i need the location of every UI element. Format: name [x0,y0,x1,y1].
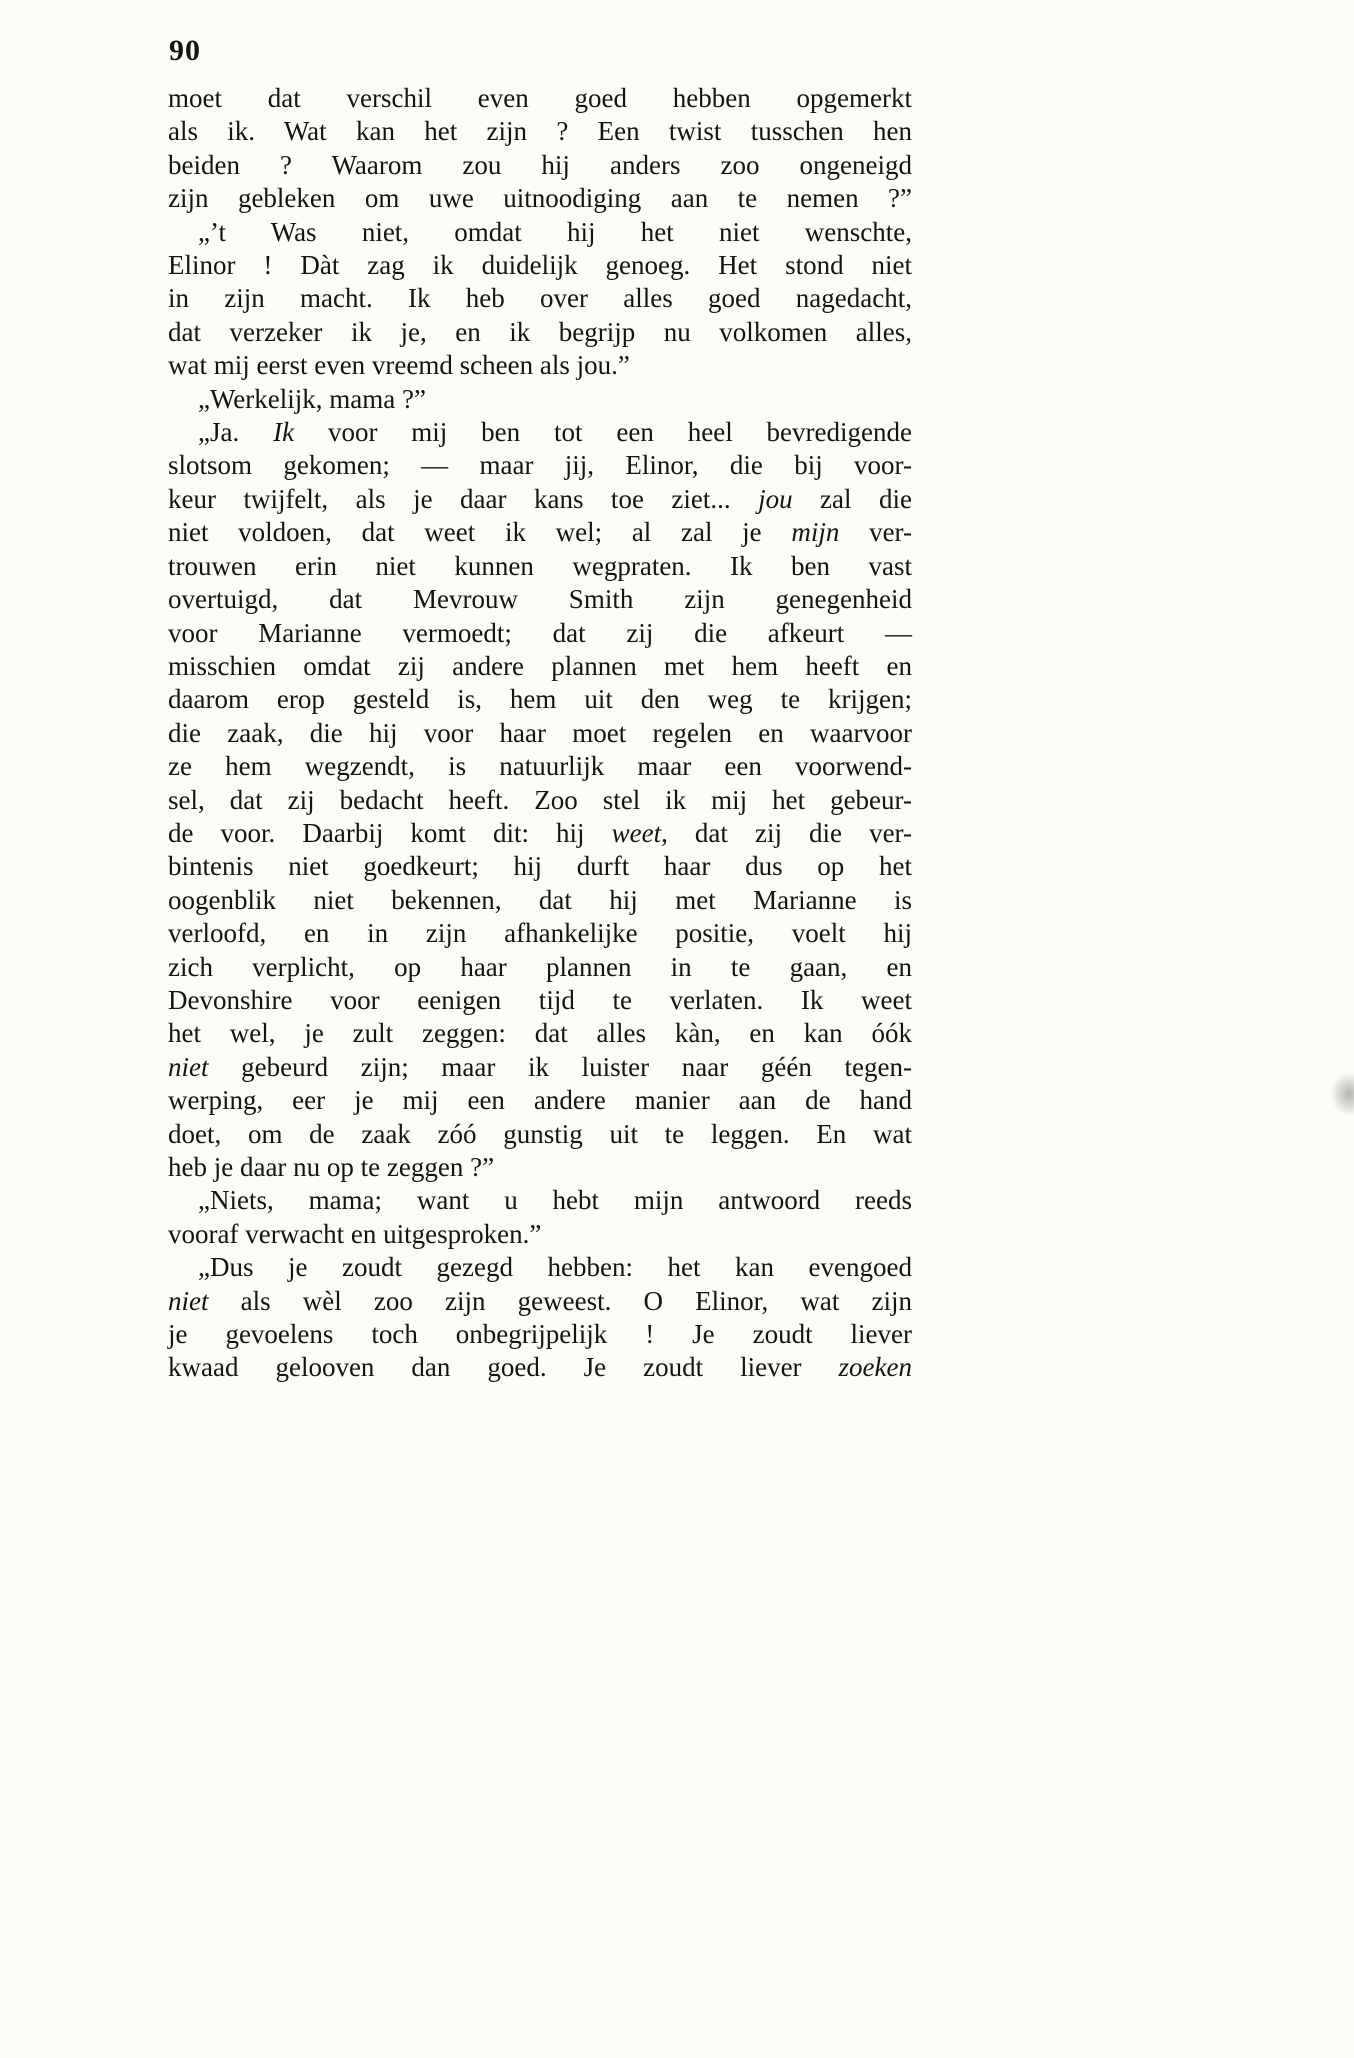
body-text-block [168,82,912,1385]
emphasized-text: niet [168,1285,209,1316]
text-line [168,683,912,716]
text-line [168,82,912,115]
page-number: 90 [169,34,201,67]
text-segment: die zaak, die hij voor haar moet regelen en waarvoor [168,717,912,748]
emphasized-text: niet [168,1051,209,1082]
text-segment: gebeurd zijn; maar ik luister naar géén tegen- [208,1051,912,1082]
text-segment: „Dus je zoudt gezegd hebben: het kan evengoed [198,1252,912,1283]
text-line [168,850,912,883]
text-line [168,617,912,650]
text-line [168,149,912,182]
text-segment: zijn gebleken om uwe uitnoodiging aan te nemen ?” [168,183,912,214]
text-segment: de voor. Daarbij komt dit: hij [168,817,612,848]
text-segment: niet voldoen, dat weet ik wel; al zal je [168,517,792,548]
text-line [168,784,912,817]
text-line [168,383,912,416]
text-segment: zal die [792,483,912,514]
text-segment: vooraf verwacht en uitgesproken.” [168,1218,542,1249]
text-segment: Devonshire voor eenigen tijd te verlaten. Ik weet [168,984,912,1015]
text-line [168,449,912,482]
text-line [168,249,912,282]
text-line [168,917,912,950]
text-segment: daarom erop gesteld is, hem uit den weg te krijgen; [168,684,912,715]
text-line [168,115,912,148]
text-line [168,316,912,349]
text-line [168,1285,912,1318]
text-segment: je gevoelens toch onbegrijpelijk ! Je zoudt liever [168,1319,912,1350]
text-line [168,1084,912,1117]
text-line [168,550,912,583]
text-segment: voor mij ben tot een heel bevredigende [294,417,912,448]
text-line [168,1351,912,1384]
text-line [168,951,912,984]
text-line [168,1218,912,1251]
text-segment: als ik. Wat kan het zijn ? Een twist tusschen hen [168,116,912,147]
text-segment: sel, dat zij bedacht heeft. Zoo stel ik mij het gebeur- [168,784,912,815]
text-line [168,483,912,516]
text-line [168,1017,912,1050]
text-segment: werping, eer je mij een andere manier aan de hand [168,1085,912,1116]
text-line [168,650,912,683]
text-segment: „’t Was niet, omdat hij het niet wenschte, [198,216,912,247]
text-segment: in zijn macht. Ik heb over alles goed nagedacht, [168,283,912,314]
text-segment: doet, om de zaak zóó gunstig uit te leggen. En wat [168,1118,912,1149]
text-line [168,1118,912,1151]
emphasized-text: jou [758,483,793,514]
text-segment: misschien omdat zij andere plannen met hem heeft en [168,650,912,681]
text-line [168,1318,912,1351]
text-segment: trouwen erin niet kunnen wegpraten. Ik ben vast [168,550,912,581]
text-segment: moet dat verschil even goed hebben opgemerkt [168,83,912,113]
scan-smudge-artifact [1330,1072,1354,1116]
text-segment: beiden ? Waarom zou hij anders zoo ongeneigd [168,149,912,180]
text-line [168,1251,912,1284]
text-line [168,1151,912,1184]
text-segment: als wèl zoo zijn geweest. O Elinor, wat zijn [208,1285,912,1316]
text-segment: overtuigd, dat Mevrouw Smith zijn genegenheid [168,584,912,615]
emphasized-text: zoeken [838,1352,912,1383]
text-segment: „Ja. [198,417,274,448]
text-segment: , dat zij die ver- [661,817,912,848]
text-segment: verloofd, en in zijn afhankelijke positie, voelt hij [168,918,912,949]
text-line [168,984,912,1017]
text-line [168,349,912,382]
text-line [168,1184,912,1217]
text-segment: wat mij eerst even vreemd scheen als jou.” [168,350,630,381]
text-line [168,750,912,783]
text-line [168,884,912,917]
emphasized-text: Ik [273,417,295,448]
text-line [168,216,912,249]
text-line [168,182,912,215]
text-line [168,583,912,616]
text-segment: kwaad gelooven dan goed. Je zoudt liever [168,1352,839,1383]
text-segment: het wel, je zult zeggen: dat alles kàn, en kan óók [168,1018,912,1049]
text-line [168,516,912,549]
text-segment: Elinor ! Dàt zag ik duidelijk genoeg. Het stond niet [168,250,912,281]
text-segment: zich verplicht, op haar plannen in te gaan, en [168,951,912,982]
text-line [168,416,912,449]
emphasized-text: mijn [791,517,840,548]
text-line [168,817,912,850]
text-segment: „Werkelijk, mama ?” [198,383,426,414]
text-segment: „Niets, mama; want u hebt mijn antwoord reeds [198,1185,912,1216]
text-segment: heb je daar nu op te zeggen ?” [168,1152,495,1182]
text-line [168,1051,912,1084]
text-line [168,282,912,315]
emphasized-text: weet [611,817,662,848]
text-segment: oogenblik niet bekennen, dat hij met Marianne is [168,884,912,915]
text-segment: bintenis niet goedkeurt; hij durft haar dus op het [168,851,912,882]
text-segment: dat verzeker ik je, en ik begrijp nu volkomen alles, [168,316,912,347]
text-segment: ze hem wegzendt, is natuurlijk maar een voorwend- [168,751,912,782]
text-line [168,717,912,750]
text-segment: keur twijfelt, als je daar kans toe ziet... [168,483,759,514]
text-segment: ver- [839,517,912,548]
text-segment: slotsom gekomen; — maar jij, Elinor, die bij voor- [168,450,912,481]
text-segment: voor Marianne vermoedt; dat zij die afkeurt — [168,617,912,648]
